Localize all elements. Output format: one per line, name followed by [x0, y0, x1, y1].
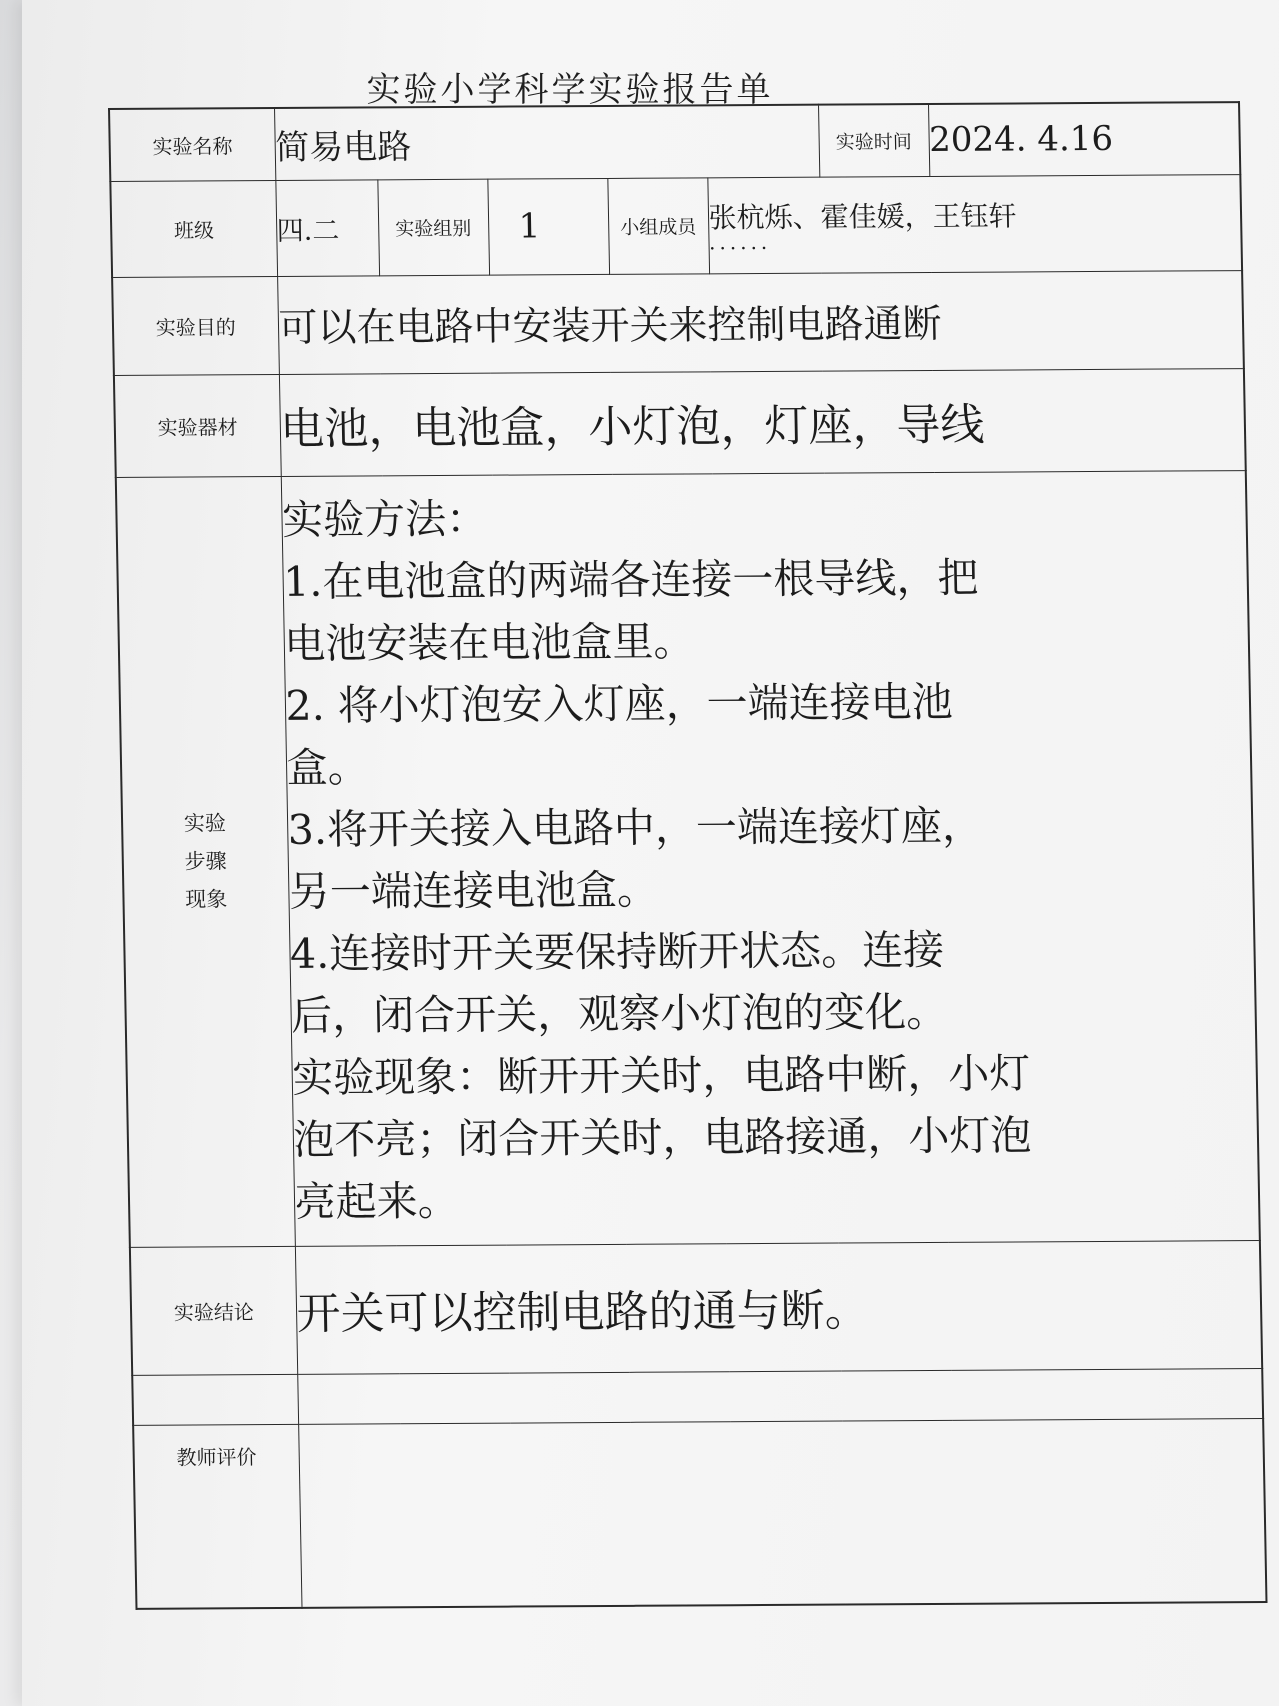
steps-line: 亮起来。	[294, 1176, 460, 1226]
group-label: 实验组别	[377, 179, 489, 276]
purpose-label: 实验目的	[112, 276, 279, 375]
steps-content	[281, 470, 1260, 1246]
steps-label	[116, 476, 295, 1247]
conclusion-value: 开关可以控制电路的通与断。	[295, 1240, 1262, 1374]
members-more: ......	[708, 229, 772, 255]
materials-label: 实验器材	[114, 374, 281, 477]
row-conclusion	[130, 1240, 1262, 1375]
steps-label-line: 现象	[185, 887, 228, 912]
materials-value: 电池，电池盒，小灯泡，灯座，导线	[279, 368, 1246, 476]
blank-label-cell	[132, 1374, 298, 1425]
class-label: 班级	[110, 180, 277, 277]
steps-line: 1.在电池盒的两端各连接一根导线，把	[282, 553, 979, 606]
blank-value-cell	[297, 1368, 1263, 1424]
steps-line: 泡不亮；闭合开关时，电路接通，小灯泡	[292, 1111, 1032, 1164]
row-class-group	[110, 174, 1242, 277]
row-steps	[116, 470, 1260, 1247]
experiment-name-label: 实验名称	[109, 108, 275, 181]
teacher-comment-field[interactable]	[298, 1418, 1266, 1608]
members-label: 小组成员	[607, 177, 709, 274]
steps-line: 实验现象：断开开关时，电路中断，小灯	[291, 1049, 1031, 1102]
steps-line: 4.连接时开关要保持断开状态。连接	[289, 925, 945, 978]
steps-line: 后，闭合开关，观察小灯泡的变化。	[290, 987, 948, 1040]
steps-line: 实验方法：	[281, 494, 488, 544]
class-value: 四.二	[275, 179, 379, 276]
steps-line: 盒。	[286, 743, 370, 792]
group-value: 1	[487, 178, 609, 275]
purpose-value: 可以在电路中安装开关来控制电路通断	[277, 270, 1244, 374]
report-title: 实验小学科学实验报告单	[366, 70, 774, 110]
steps-line: 2. 将小灯泡安入灯座，一端连接电池	[285, 677, 954, 730]
steps-line: 另一端连接电池盒。	[288, 865, 659, 916]
report-form	[108, 101, 1265, 1608]
members-cell	[707, 174, 1242, 273]
steps-label-line: 实验	[183, 811, 227, 836]
members-value: 张杭烁、霍佳媛，王钰轩	[708, 199, 1017, 235]
experiment-time-label: 实验时间	[818, 104, 929, 177]
experiment-time-value: 2024. 4.16	[928, 102, 1240, 176]
row-blank	[132, 1368, 1263, 1425]
row-experiment-name	[109, 102, 1240, 181]
conclusion-label: 实验结论	[130, 1246, 297, 1375]
report-table	[108, 101, 1268, 1610]
steps-label-line: 步骤	[184, 849, 227, 874]
experiment-name-value: 简易电路	[274, 105, 819, 180]
row-teacher	[133, 1418, 1266, 1609]
steps-line: 3.将开关接入电路中，一端连接灯座，	[287, 801, 984, 854]
steps-line: 电池安装在电池盒里。	[283, 617, 695, 668]
row-purpose	[112, 270, 1244, 375]
teacher-label: 教师评价	[133, 1424, 301, 1609]
row-materials	[114, 368, 1246, 477]
